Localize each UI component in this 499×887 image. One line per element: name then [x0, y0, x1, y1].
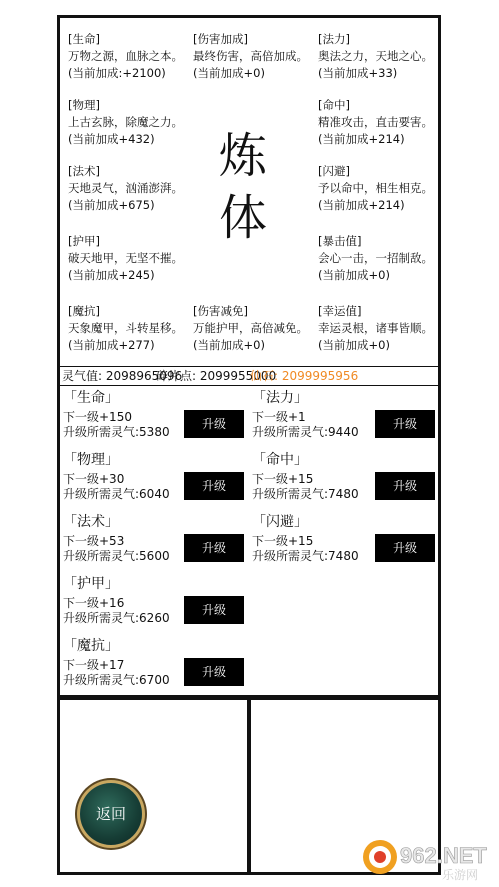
upgrade-mp-button[interactable]: 升级 [375, 410, 435, 438]
upgrade-cost: 升级所需灵气:6700 [63, 673, 170, 687]
stat-bonus: (当前加成+0) [193, 338, 265, 352]
stat-name: [生命] [68, 32, 100, 46]
bottom-left-panel [57, 697, 250, 875]
stat-name: [法力] [318, 32, 350, 46]
stat-desc: 万能护甲，高倍减免。 [193, 321, 308, 335]
stat-magic [68, 163, 192, 214]
stat-name: [法术] [68, 164, 100, 178]
upgrade-name: 「闪避」 [252, 514, 308, 530]
stat-crit [318, 233, 442, 284]
stat-bonus: (当前加成+33) [318, 66, 398, 80]
stat-desc: 予以命中，相生相克。 [318, 181, 433, 195]
stat-desc: 会心一击，一招制敌。 [318, 251, 433, 265]
stat-bonus: (当前加成+675) [68, 198, 155, 212]
upgrade-cost: 升级所需灵气:9440 [252, 425, 359, 439]
stat-hit [318, 97, 442, 148]
stat-name: [暴击值] [318, 234, 362, 248]
stat-desc: 上古玄脉，除魔之力。 [68, 115, 183, 129]
stat-hp [68, 31, 192, 82]
upgrade-next: 下一级+17 [63, 658, 125, 672]
stat-desc: 破天地甲，无坚不摧。 [68, 251, 183, 265]
stat-desc: 幸运灵根，诸事皆顺。 [318, 321, 433, 335]
upgrade-next: 下一级+53 [63, 534, 125, 548]
stat-mp [318, 31, 442, 82]
stat-luck [318, 303, 442, 354]
upgrade-name: 「法力」 [252, 390, 308, 406]
upgrade-cost: 升级所需灵气:5600 [63, 549, 170, 563]
stat-bonus: (当前加成+0) [318, 338, 390, 352]
upgrade-name: 「命中」 [252, 452, 308, 468]
stat-desc: 天地灵气，汹涌澎湃。 [68, 181, 183, 195]
upgrade-name: 「护甲」 [63, 576, 119, 592]
upgrade-hit-button[interactable]: 升级 [375, 472, 435, 500]
upgrade-dodge-button[interactable]: 升级 [375, 534, 435, 562]
stat-desc: 万物之源，血脉之本。 [68, 49, 183, 63]
upgrade-magic-button[interactable]: 升级 [184, 534, 244, 562]
stat-dmg-up [193, 31, 317, 82]
stat-desc: 天象魔甲，斗转星移。 [68, 321, 183, 335]
upgrade-next: 下一级+16 [63, 596, 125, 610]
stat-name: [命中] [318, 98, 350, 112]
stat-dmg-red [193, 303, 317, 354]
back-button[interactable]: 返回 [80, 783, 142, 845]
stat-name: [伤害加成] [193, 32, 248, 46]
upgrade-cost: 升级所需灵气:5380 [63, 425, 170, 439]
title-char-1: 炼 [219, 128, 268, 184]
upgrade-next: 下一级+30 [63, 472, 125, 486]
divider-currency [57, 385, 441, 386]
stat-name: [护甲] [68, 234, 100, 248]
upgrade-next: 下一级+1 [252, 410, 306, 424]
stat-desc: 精准攻击，直击要害。 [318, 115, 433, 129]
upgrade-name: 「物理」 [63, 452, 119, 468]
lingqi-value: 灵气值: 2098965096 [62, 369, 183, 383]
title-char-2: 体 [219, 190, 268, 246]
stat-bonus: (当前加成+277) [68, 338, 155, 352]
stat-name: [闪避] [318, 164, 350, 178]
upgrade-cost: 升级所需灵气:7480 [252, 487, 359, 501]
stat-bonus: (当前加成+245) [68, 268, 155, 282]
stat-bonus: (当前加成+214) [318, 132, 405, 146]
stat-desc: 最终伤害，高倍加成。 [193, 49, 308, 63]
stat-bonus: (当前加成+432) [68, 132, 155, 146]
upgrade-cost: 升级所需灵气:6260 [63, 611, 170, 625]
stat-desc: 奥法之力，天地之心。 [318, 49, 433, 63]
upgrade-armor-button[interactable]: 升级 [184, 596, 244, 624]
upgrade-mres-button[interactable]: 升级 [184, 658, 244, 686]
xianshi-value: 仙石: 2099995956 [250, 369, 359, 383]
upgrade-hp-button[interactable]: 升级 [184, 410, 244, 438]
stat-armor [68, 233, 192, 284]
stat-bonus: (当前加成+214) [318, 198, 405, 212]
stat-name: [伤害减免] [193, 304, 248, 318]
upgrade-name: 「法术」 [63, 514, 119, 530]
stat-bonus: (当前加成+0) [318, 268, 390, 282]
upgrade-cost: 升级所需灵气:6040 [63, 487, 170, 501]
svg-text:乐游网: 乐游网 [442, 868, 479, 882]
stat-name: [魔抗] [68, 304, 100, 318]
upgrade-phys-button[interactable]: 升级 [184, 472, 244, 500]
stat-dodge [318, 163, 442, 214]
fragment-value: 碎片点: 2099955000 [156, 369, 277, 383]
stat-bonus: (当前加成+0) [193, 66, 265, 80]
upgrade-name: 「魔抗」 [63, 638, 119, 654]
stat-name: [物理] [68, 98, 100, 112]
watermark-logo [360, 833, 496, 883]
stat-name: [幸运值] [318, 304, 362, 318]
upgrade-next: 下一级+15 [252, 534, 314, 548]
svg-text:962.NET: 962.NET [400, 843, 487, 868]
stat-phys [68, 97, 192, 148]
stat-bonus: (当前加成:+2100) [68, 66, 166, 80]
upgrade-name: 「生命」 [63, 390, 119, 406]
upgrade-next: 下一级+15 [252, 472, 314, 486]
stat-mres [68, 303, 192, 354]
upgrade-next: 下一级+150 [63, 410, 132, 424]
upgrade-cost: 升级所需灵气:7480 [252, 549, 359, 563]
